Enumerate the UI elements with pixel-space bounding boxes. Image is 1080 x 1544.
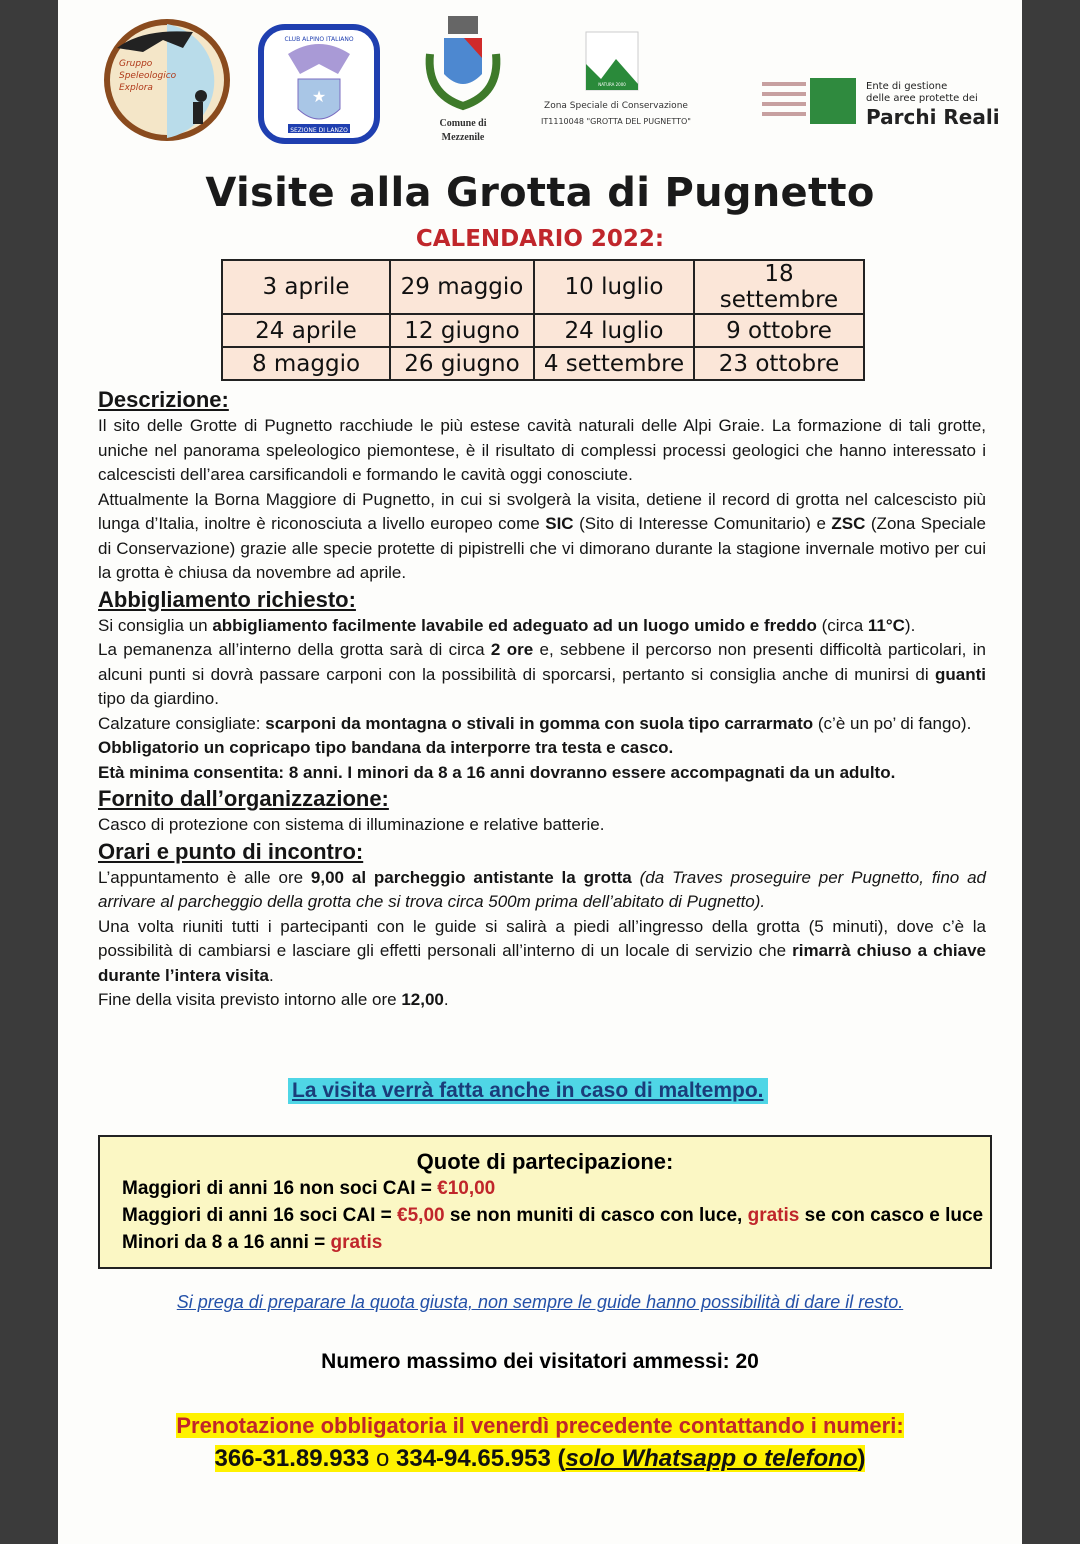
dates-row bbox=[222, 314, 864, 347]
date-cell: 10 luglio bbox=[534, 260, 694, 314]
text-run: gratis bbox=[747, 1205, 800, 1226]
info-sections bbox=[98, 386, 986, 1013]
fee-line bbox=[122, 1202, 990, 1229]
comune-mezzenile-crest bbox=[416, 14, 511, 149]
date-cell: 12 giugno bbox=[390, 314, 534, 347]
text-run: (Zona Speciale di Conservazione) grazie alle specie protette di pipistrelli che vi dimorano durante la stagione invernale motivo per cui la grotta è chiusa da novembre ad aprile. bbox=[98, 514, 987, 582]
text-run: Maggiori di anni 16 non soci CAI = bbox=[122, 1178, 438, 1199]
date-cell: 23 ottobre bbox=[694, 347, 864, 380]
logo-text: delle aree protette dei bbox=[866, 93, 978, 104]
section-heading: Abbigliamento richiesto: bbox=[98, 586, 356, 612]
paragraph bbox=[98, 638, 986, 712]
paragraph bbox=[98, 414, 986, 488]
paren: ( bbox=[550, 1445, 566, 1472]
paragraph bbox=[98, 813, 986, 838]
text-run: 9,00 al parcheggio antistante la grotta bbox=[310, 867, 632, 887]
fee-line bbox=[122, 1229, 990, 1256]
weather-notice: La visita verrà fatta anche in caso di maltempo. bbox=[288, 1078, 768, 1104]
text-run: Minori da 8 a 16 anni = bbox=[122, 1232, 331, 1253]
fees-box bbox=[98, 1135, 992, 1269]
section-heading: Descrizione: bbox=[98, 387, 229, 412]
text-run: rimarrà chiuso a chiave durante l’intera visita bbox=[98, 941, 986, 985]
date-cell: 18 settembre bbox=[694, 260, 864, 314]
text-run: Fine della visita previsto intorno alle ore bbox=[98, 990, 402, 1009]
logo-bar bbox=[58, 14, 1022, 154]
text-run: ZSC bbox=[831, 514, 866, 533]
cai-logo bbox=[258, 24, 380, 144]
text-run: Una volta riuniti tutti i partecipanti con le guide si salirà a piedi all’ingresso della grotta (5 minuti), dove c’è la possibilità di cambiarsi e lasciare gli effetti personali all’interno di un locale di servizio che bbox=[98, 916, 986, 960]
text-run: Attualmente la Borna Maggiore di Pugnetto, in cui si svolgerà la visita, detiene il record di grotta nel calcescisto più lunga d’Italia, inoltre è riconosciuta a livello europeo come bbox=[98, 489, 986, 533]
logo-text: Speleologico bbox=[119, 71, 177, 81]
section-heading: Fornito dall’organizzazione: bbox=[98, 786, 389, 811]
logo-text: Gruppo bbox=[119, 59, 153, 69]
text-run: se non muniti di casco con luce, bbox=[444, 1205, 748, 1226]
paragraph bbox=[98, 866, 986, 915]
paragraph bbox=[98, 488, 986, 586]
gruppo-speleologico-logo bbox=[103, 18, 233, 143]
logo-text: SEZIONE DI LANZO bbox=[290, 127, 348, 134]
text-run: 12,00 bbox=[401, 990, 444, 1009]
logo-text: Zona Speciale di Conservazione bbox=[544, 101, 688, 111]
fee-line bbox=[122, 1175, 990, 1202]
fees-title: Quote di partecipazione: bbox=[416, 1149, 674, 1174]
text-run: Si consiglia un bbox=[98, 615, 213, 635]
logo-text: CLUB ALPINO ITALIANO bbox=[284, 36, 354, 43]
text-run: Calzature consigliate: bbox=[98, 713, 266, 733]
paragraph bbox=[98, 712, 986, 737]
paragraph bbox=[98, 988, 986, 1013]
text-run: ). bbox=[904, 615, 916, 635]
text-run: Il sito delle Grotte di Pugnetto racchiude le più estese cavità naturali delle Alpi Graie. La formazione di tali grotte, uniche nel panorama speleologico piemontese, è il risultato di complessi processi geologici che hanno interessato i calcescisti dell’area carsificandoli e formando le cavità oggi conosciute. bbox=[98, 416, 986, 484]
text-run: 11°C bbox=[867, 615, 905, 635]
paragraph bbox=[98, 736, 986, 761]
text-run: abbigliamento facilmente lavabile ed adeguato ad un luogo umido e freddo bbox=[212, 615, 817, 635]
date-cell: 24 aprile bbox=[222, 314, 390, 347]
text-run: (Sito di Interesse Comunitario) e bbox=[573, 514, 832, 533]
max-visitors: Numero massimo dei visitatori ammessi: 20 bbox=[321, 1350, 759, 1373]
text-run: Obbligatorio un copricapo tipo bandana da interporre tra testa e casco. bbox=[98, 738, 674, 757]
logo-text: Parchi Reali bbox=[866, 105, 1000, 129]
logo-text: IT1110048 "GROTTA DEL PUGNETTO" bbox=[541, 117, 691, 126]
text-run: (da Traves proseguire per Pugnetto, fino ad arrivare al parcheggio della grotta che si trova circa 500m prima dell’abitato di Pugnetto). bbox=[98, 867, 986, 911]
dates-row bbox=[222, 260, 864, 314]
text-run: guanti bbox=[935, 664, 986, 684]
contact-method: solo Whatsapp o telefono bbox=[565, 1445, 858, 1472]
separator: o bbox=[369, 1445, 396, 1472]
svg-text:★: ★ bbox=[311, 87, 327, 106]
booking-text: Prenotazione obbligatoria il venerdì precedente contattando i numeri: bbox=[176, 1413, 904, 1438]
date-cell: 29 maggio bbox=[390, 260, 534, 314]
text-run: €10,00 bbox=[437, 1178, 496, 1199]
text-run: L’appuntamento è alle ore bbox=[98, 867, 311, 887]
natura-2000-zsc-logo bbox=[526, 24, 706, 134]
logo-text: Ente di gestione bbox=[866, 81, 948, 92]
parchi-reali-logo bbox=[758, 74, 1000, 134]
logo-text: Explora bbox=[119, 83, 153, 93]
dates-row bbox=[222, 347, 864, 380]
flyer-page bbox=[58, 0, 1022, 1544]
date-cell: 9 ottobre bbox=[694, 314, 864, 347]
text-run: (c’è un po’ di fango). bbox=[813, 713, 972, 733]
text-run: La pemanenza all’interno della grotta sarà di circa bbox=[98, 640, 491, 659]
text-run: €5,00 bbox=[397, 1205, 445, 1226]
date-cell: 3 aprile bbox=[222, 260, 390, 314]
date-cell: 24 luglio bbox=[534, 314, 694, 347]
section-heading: Orari e punto di incontro: bbox=[98, 838, 364, 864]
logo-text: Comune di bbox=[439, 118, 487, 129]
text-run: . bbox=[269, 965, 274, 985]
booking-info bbox=[58, 1413, 1022, 1473]
page-title: Visite alla Grotta di Pugnetto bbox=[205, 170, 875, 216]
text-run: (circa bbox=[816, 615, 868, 635]
text-run: . bbox=[443, 990, 449, 1009]
paren: ) bbox=[857, 1445, 866, 1472]
date-cell: 26 giugno bbox=[390, 347, 534, 380]
date-cell: 4 settembre bbox=[534, 347, 694, 380]
text-run: gratis bbox=[330, 1232, 383, 1253]
calendar-title: CALENDARIO 2022: bbox=[415, 226, 665, 252]
text-run: 2 ore bbox=[490, 640, 534, 659]
phone-number[interactable]: 366-31.89.933 bbox=[214, 1445, 370, 1472]
paragraph bbox=[98, 761, 986, 786]
text-run: e, sebbene il percorso non presenti difficoltà particolari, in alcuni punti si dovrà passare carponi con la possibilità di sporcarsi, pertanto si consiglia anche di munirsi di bbox=[98, 640, 986, 684]
text-run: scarponi da montagna o stivali in gomma con suola tipo carrarmato bbox=[265, 713, 814, 733]
dates-table bbox=[221, 259, 865, 381]
text-run: SIC bbox=[545, 514, 574, 533]
logo-text: Mezzenile bbox=[441, 132, 485, 143]
text-run: Età minima consentita: 8 anni. I minori da 8 a 16 anni dovranno essere accompagnati da un adulto. bbox=[98, 762, 896, 782]
logo-text: NATURA 2000 bbox=[598, 82, 626, 87]
paragraph bbox=[98, 614, 986, 639]
paragraph bbox=[98, 915, 986, 989]
date-cell: 8 maggio bbox=[222, 347, 390, 380]
exact-change-note: Si prega di preparare la quota giusta, non sempre le guide hanno possibilità di dare il resto. bbox=[176, 1292, 904, 1312]
fees-lines bbox=[100, 1175, 990, 1256]
text-run: Casco di protezione con sistema di illuminazione e relative batterie. bbox=[98, 815, 605, 834]
phone-number[interactable]: 334-94.65.953 bbox=[396, 1445, 551, 1472]
text-run: tipo da giardino. bbox=[98, 689, 219, 708]
text-run: Maggiori di anni 16 soci CAI = bbox=[122, 1205, 398, 1226]
text-run: se con casco e luce bbox=[799, 1205, 984, 1226]
